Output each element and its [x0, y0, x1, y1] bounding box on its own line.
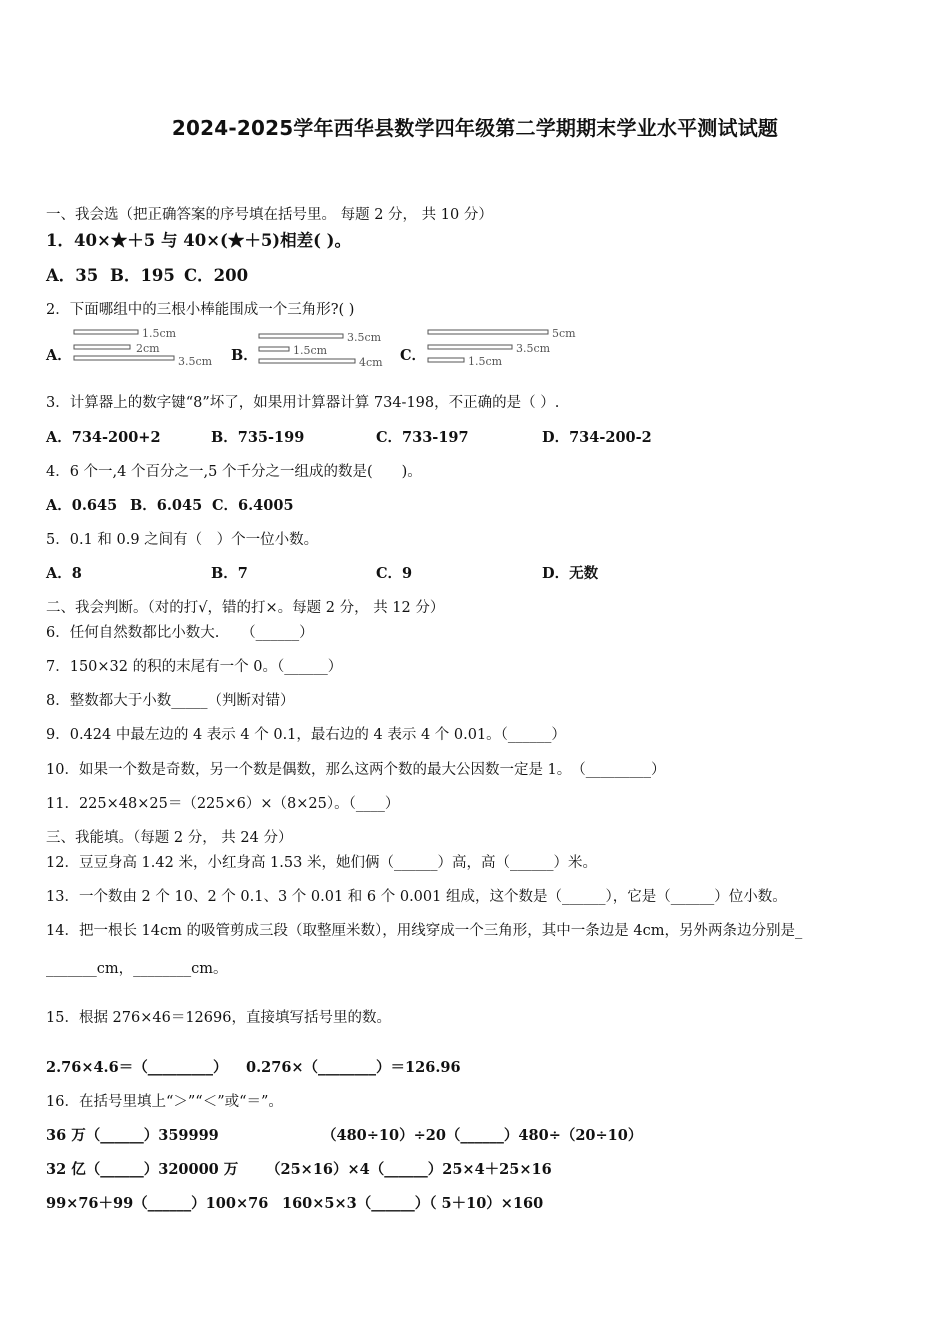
q3-option-c: C．733-197: [376, 429, 469, 446]
q5-text: 5．0.1 和 0.9 之间有（ ）个一位小数。: [46, 532, 319, 548]
q15-item-1: 2.76×4.6＝（_________）: [46, 1059, 228, 1076]
stick-a3-label: 3.5cm: [178, 355, 213, 368]
q1-text: 1．40×★＋5 与 40×(★＋5)相差( )。: [46, 231, 351, 250]
stick-c1-label: 5cm: [552, 327, 576, 340]
q16-row1-left: 36 万（______）359999: [46, 1127, 219, 1144]
q11-text: 11．225×48×25＝（225×6）×（8×25）。（____）: [46, 796, 400, 812]
q2-option-b-label: B．: [231, 347, 258, 364]
stick-b3-label: 4cm: [359, 356, 383, 369]
stick-a3: [74, 356, 174, 360]
q14-text-line1: 14．把一根长 14cm 的吸管剪成三段（取整厘米数），用线穿成一个三角形，其中一条边是 4cm，另外两条边分别是_: [46, 923, 803, 939]
section3-heading: 三、我能填。（每题 2 分， 共 24 分）: [46, 830, 293, 846]
q4-option-a: A．0.645: [46, 497, 118, 514]
q1-option-b: B．195: [110, 266, 175, 285]
stick-b1: [259, 334, 343, 338]
stick-b2-label: 1.5cm: [293, 344, 328, 357]
stick-c2: [428, 345, 512, 349]
q5-option-b: B．7: [211, 565, 248, 582]
q5-option-d: D．无数: [542, 565, 599, 582]
q2-figure-a: [70, 325, 220, 369]
q16-row2-left: 32 亿（______）320000 万: [46, 1161, 239, 1178]
q5-option-a: A．8: [46, 565, 82, 582]
stick-a2-label: 2cm: [136, 342, 160, 355]
stick-a1: [74, 330, 138, 334]
stick-b1-label: 3.5cm: [347, 331, 382, 344]
q2-figure-b: [255, 328, 395, 370]
q9-text: 9．0.424 中最左边的 4 表示 4 个 0.1，最右边的 4 表示 4 个 0.01。（______）: [46, 727, 566, 743]
q3-option-d: D．734-200-2: [542, 429, 652, 446]
stick-a1-label: 1.5cm: [142, 327, 177, 340]
q10-text: 10．如果一个数是奇数，另一个数是偶数，那么这两个数的最大公因数一定是 1。 （_________）: [46, 762, 666, 778]
q15-text: 15．根据 276×46＝12696，直接填写括号里的数。: [46, 1010, 391, 1026]
q16-text: 16．在括号里填上“＞”“＜”或“＝”。: [46, 1094, 283, 1110]
q2-option-c-label: C．: [400, 347, 427, 364]
stick-b3: [259, 359, 355, 363]
section1-heading: 一、我会选（把正确答案的序号填在括号里。 每题 2 分， 共 10 分）: [46, 207, 493, 223]
q4-option-b: B．6.045: [130, 497, 203, 514]
q13-text: 13．一个数由 2 个 10、2 个 0.1、3 个 0.01 和 6 个 0.001 组成，这个数是（______），它是（______）位小数。: [46, 889, 787, 905]
stick-c3: [428, 358, 464, 362]
q4-text: 4．6 个一,4 个百分之一,5 个千分之一组成的数是( )。: [46, 464, 422, 480]
stick-a2: [74, 345, 130, 349]
stick-c1: [428, 330, 548, 334]
q15-item-2: 0.276×（________）＝126.96: [246, 1059, 461, 1076]
q3-option-a: A．734-200+2: [46, 429, 161, 446]
q12-text: 12．豆豆身高 1.42 米，小红身高 1.53 米，她们俩（______）高，高（______）米。: [46, 855, 597, 871]
q1-option-c: C．200: [184, 266, 249, 285]
q16-row1-right: （480÷10）÷20（______）480÷（20÷10）: [322, 1127, 643, 1144]
q6-text: 6．任何自然数都比小数大. （______）: [46, 625, 314, 641]
q2-option-a-label: A．: [46, 347, 72, 364]
stick-c3-label: 1.5cm: [468, 355, 503, 368]
q8-text: 8．整数都大于小数_____（判断对错）: [46, 693, 295, 709]
q3-option-b: B．735-199: [211, 429, 305, 446]
stick-c2-label: 3.5cm: [516, 342, 551, 355]
q14-text-line2: _______cm，________cm。: [46, 961, 228, 977]
q16-row3-right: 160×5×3（______）（ 5＋10）×160: [282, 1195, 544, 1212]
q16-row2-right: （25×16）×4（______）25×4＋25×16: [266, 1161, 552, 1178]
q16-row3-left: 99×76＋99（______）100×76: [46, 1195, 269, 1212]
q2-text: 2．下面哪组中的三根小棒能围成一个三角形?( ): [46, 302, 355, 318]
page-title: 2024-2025学年西华县数学四年级第二学期期末学业水平测试试题: [171, 116, 779, 140]
q7-text: 7．150×32 的积的末尾有一个 0。（______）: [46, 659, 343, 675]
q5-option-c: C．9: [376, 565, 413, 582]
q2-figure-c: [424, 325, 584, 369]
q3-text: 3．计算器上的数字键“8”坏了，如果用计算器计算 734-198，不正确的是（ ）.: [46, 395, 560, 411]
q4-option-c: C．6.4005: [212, 497, 294, 514]
q1-option-a: A．35: [46, 266, 99, 285]
section2-heading: 二、我会判断。（对的打√，错的打×。每题 2 分， 共 12 分）: [46, 600, 445, 616]
stick-b2: [259, 347, 289, 351]
